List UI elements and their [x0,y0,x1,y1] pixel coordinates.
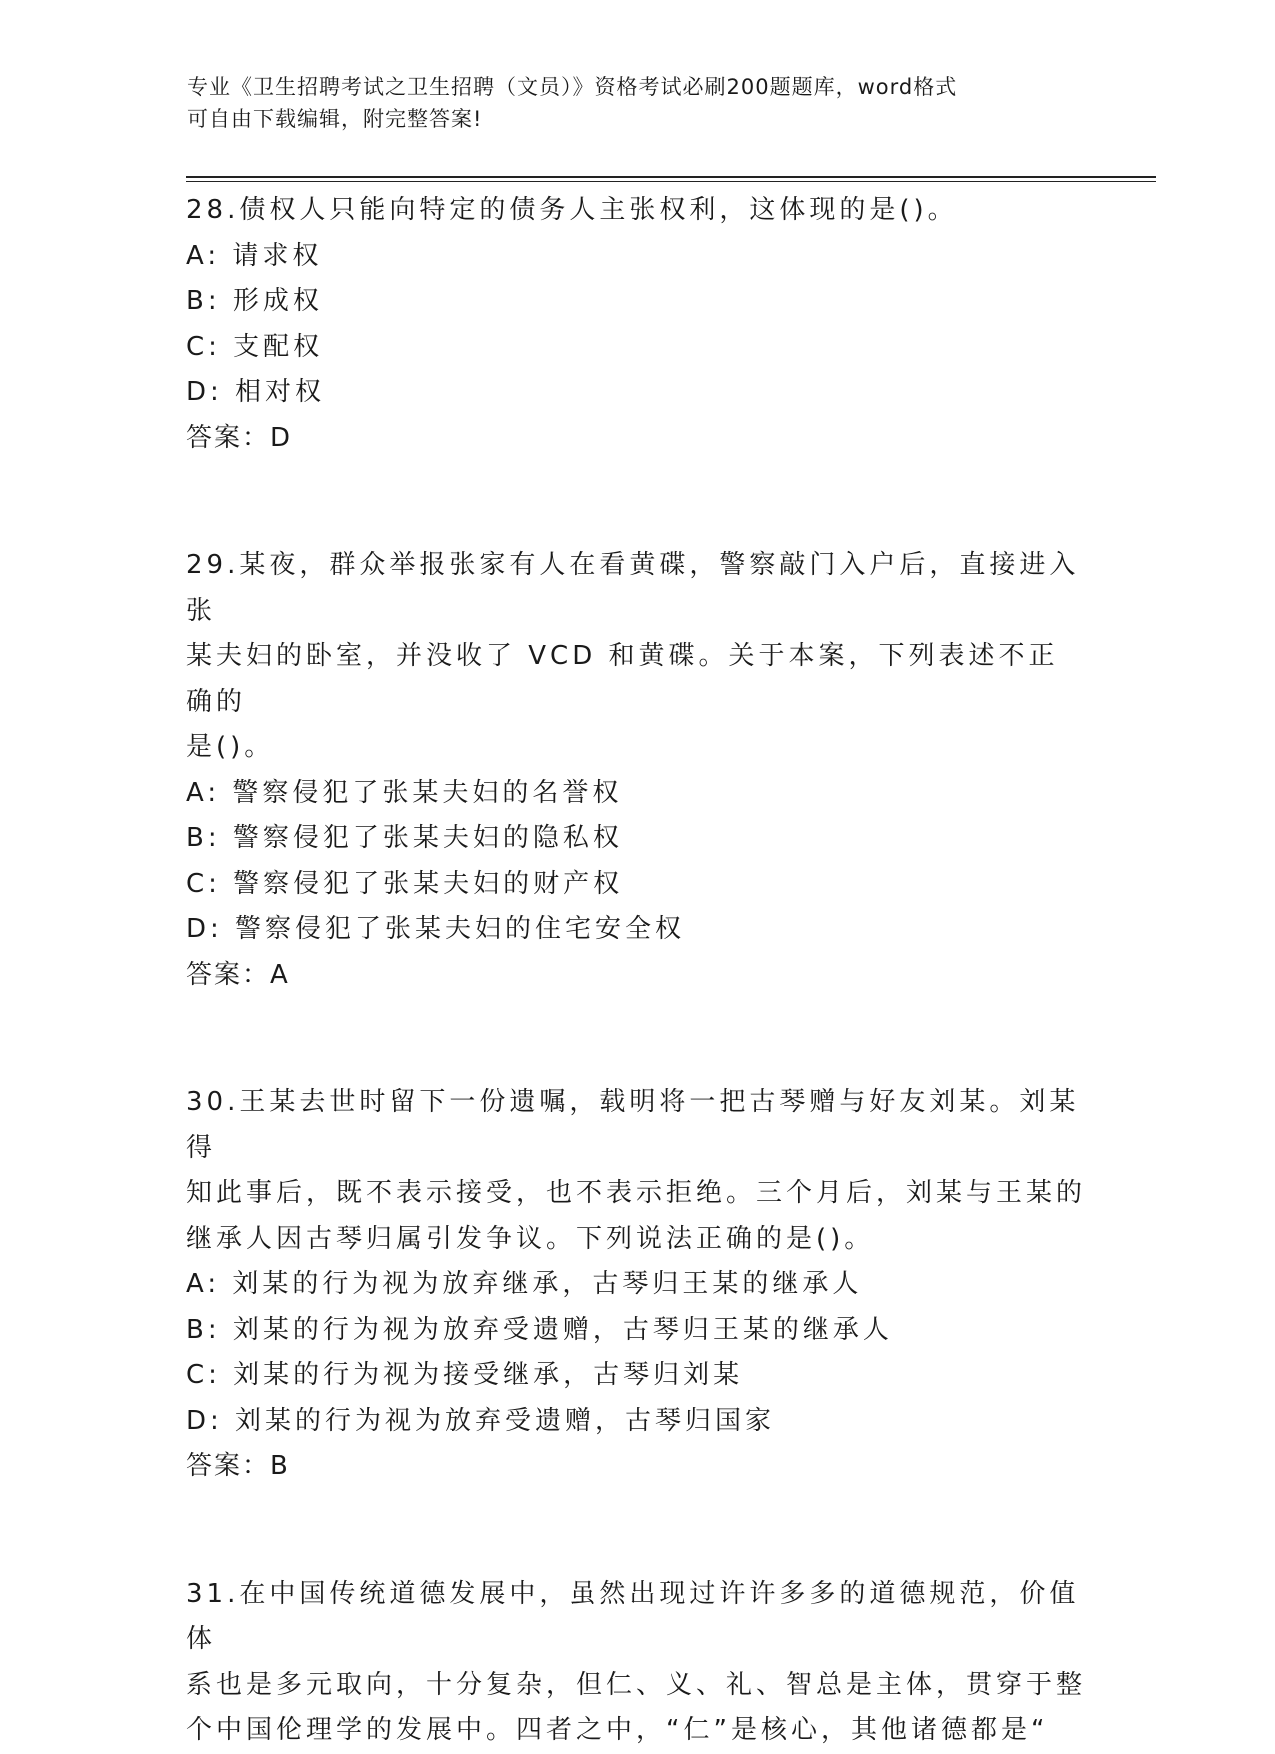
question-30 [186,1080,1086,1490]
header-rule-thin [186,181,1156,182]
option-d: D: 刘某的行为视为放弃受遗赠，古琴归国家 [186,1405,776,1436]
question-stem-line: 是()。 [186,732,275,762]
question-stem-line: 知此事后，既不表示接受，也不表示拒绝。三个月后，刘某与王某的 [186,1178,1087,1208]
option-c: C: 支配权 [186,331,324,362]
question-28 [186,188,1086,461]
question-stem-line: 29.某夜，群众举报张家有人在看黄碟，警察敲门入户后，直接进入张 [186,550,1080,626]
question-stem-line: 继承人因古琴归属引发争议。下列说法正确的是()。 [186,1223,875,1254]
option-a: A: 请求权 [186,240,323,271]
question-31 [186,1572,1086,1754]
header-rule-thick [186,176,1156,178]
question-stem-line: 30.王某去世时留下一份遗嘱，载明将一把古琴赠与好友刘某。刘某得 [186,1087,1080,1163]
header-line-1: 专业《卫生招聘考试之卫生招聘（文员）》资格考试必刷200题题库，word格式 [187,75,958,99]
question-stem-line: 28.债权人只能向特定的债务人主张权利，这体现的是()。 [186,195,958,225]
question-list [186,188,1086,1754]
question-stem-line: 某夫妇的卧室，并没收了 VCD 和黄碟。关于本案，下列表述不正确的 [186,641,1059,717]
option-c: C: 刘某的行为视为接受继承，古琴归刘某 [186,1360,744,1390]
header-line-2: 可自由下载编辑，附完整答案! [187,107,483,131]
option-a: A: 警察侵犯了张某夫妇的名誉权 [186,777,623,808]
answer-line: 答案：A [186,959,290,990]
option-d: D: 相对权 [186,377,326,407]
document-header [187,71,1087,135]
answer-line: 答案：B [186,1451,290,1481]
option-d: D: 警察侵犯了张某夫妇的住宅安全权 [186,914,686,944]
spacer [186,998,1086,1080]
spacer [186,1490,1086,1572]
option-b: B: 形成权 [186,286,323,316]
question-29 [186,543,1086,998]
question-stem-line: 系也是多元取向，十分复杂，但仁、义、礼、智总是主体，贯穿于整 [186,1669,1087,1700]
option-c: C: 警察侵犯了张某夫妇的财产权 [186,868,624,899]
answer-line: 答案：D [186,422,293,453]
question-stem-line: 31.在中国传统道德发展中，虽然出现过许许多多的道德规范，价值体 [186,1578,1080,1654]
option-b: B: 警察侵犯了张某夫妇的隐私权 [186,823,623,853]
option-a: A: 刘某的行为视为放弃继承，古琴归王某的继承人 [186,1269,863,1299]
spacer [186,461,1086,543]
option-b: B: 刘某的行为视为放弃受遗赠，古琴归王某的继承人 [186,1314,893,1345]
question-stem-line: 个中国伦理学的发展中。四者之中，“仁”是核心，其他诸德都是“ [186,1715,1049,1745]
